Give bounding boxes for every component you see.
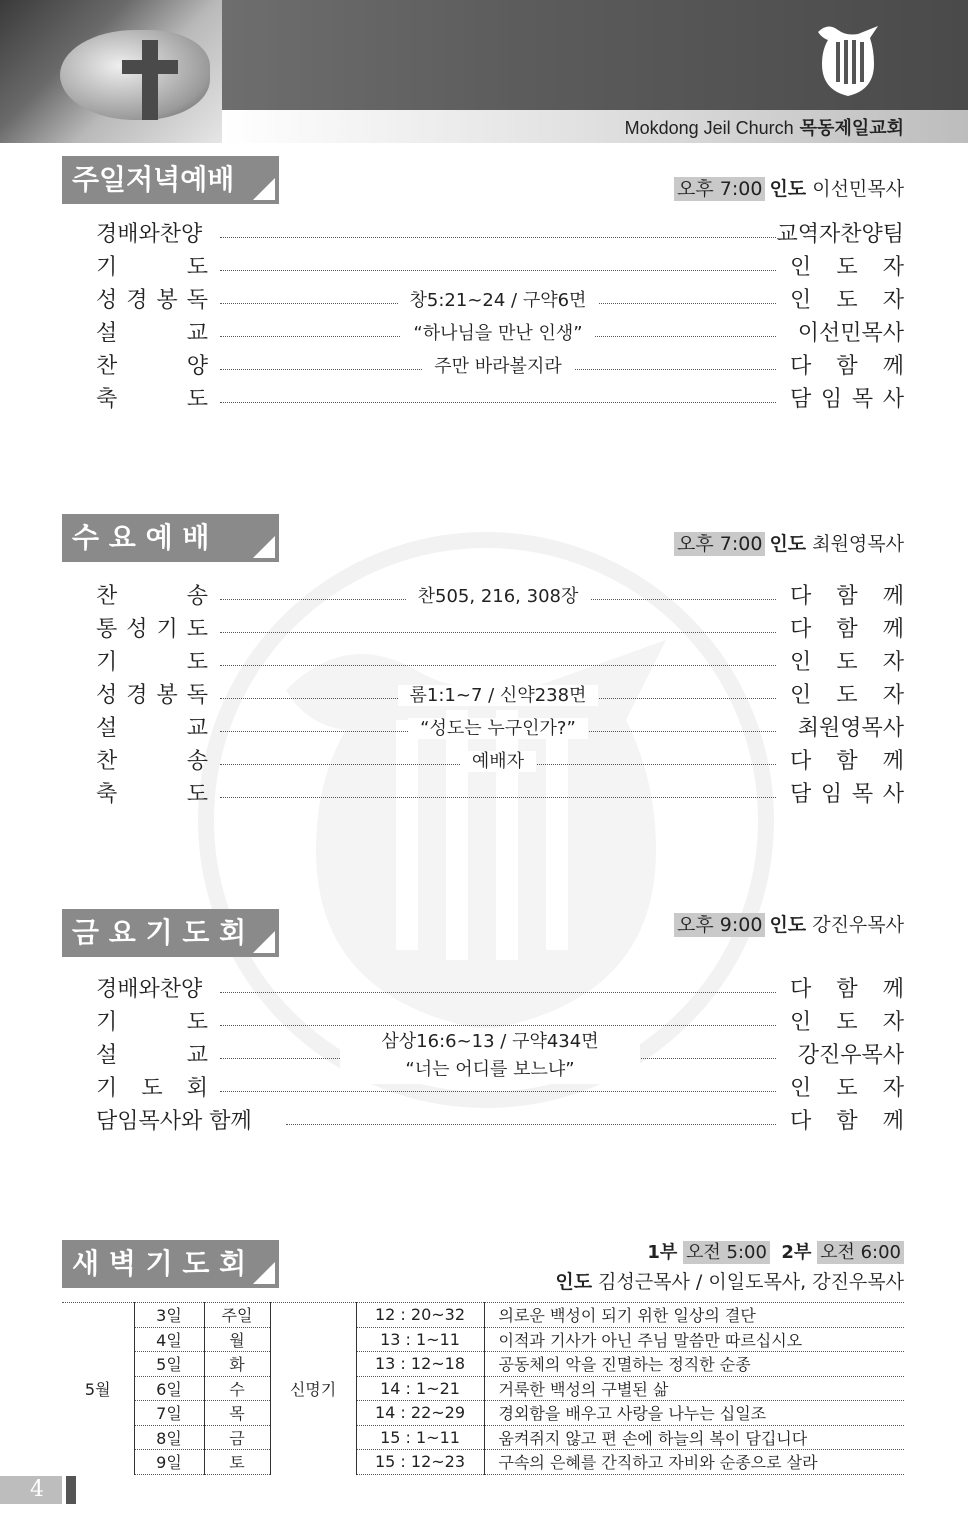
order-row (96, 780, 904, 810)
order-detail-text: 롬1:1~7 / 신약238면 (398, 685, 599, 706)
praying-hands-photo (0, 0, 222, 143)
order-row (96, 975, 904, 1005)
order-detail (220, 352, 776, 382)
order-label: 축 도 (96, 782, 208, 807)
dotted-leader (220, 797, 776, 798)
order-person: 인 도 자 (790, 288, 904, 313)
table-row (62, 1303, 904, 1328)
corner-mark-icon (253, 931, 275, 953)
time-badge: 오후 9:00 (674, 913, 765, 937)
table-row (62, 1352, 904, 1377)
order-label: 성 경 봉 독 (96, 683, 208, 708)
weekday-cell: 주일 (204, 1303, 270, 1328)
wednesday-title-text: 수 요 예 배 (72, 521, 210, 554)
day-cell: 4일 (134, 1327, 204, 1352)
order-row (96, 714, 904, 744)
friday-sermon-info (340, 1028, 640, 1084)
cross-icon (142, 40, 158, 120)
part2-label: 2부 (781, 1242, 812, 1263)
corner-mark-icon (253, 178, 275, 200)
day-cell: 5일 (134, 1352, 204, 1377)
theme-cell: 공동체의 악을 진멸하는 정직한 순종 (484, 1352, 904, 1377)
table-row (62, 1376, 904, 1401)
order-person: 인 도 자 (790, 683, 904, 708)
order-person: 인 도 자 (790, 255, 904, 280)
day-cell: 7일 (134, 1401, 204, 1426)
weekday-cell: 금 (204, 1425, 270, 1450)
order-row (96, 1107, 904, 1137)
church-name (625, 114, 904, 140)
order-detail-text: 예배자 (460, 751, 536, 772)
friday-sermon-title: “너는 어디를 보느냐” (405, 1059, 575, 1080)
order-person: 이선민목사 (797, 321, 904, 346)
verse-cell: 13 : 1~11 (356, 1327, 484, 1352)
order-person: 다 함 께 (790, 749, 904, 774)
order-label: 설 교 (96, 321, 208, 346)
order-detail (220, 681, 776, 711)
hands-shape (60, 30, 210, 120)
order-row (96, 286, 904, 316)
wednesday-meta (674, 529, 904, 556)
table-row (62, 1401, 904, 1426)
order-row (96, 615, 904, 645)
dotted-leader (220, 237, 776, 238)
friday-meta (674, 910, 904, 937)
order-person: 강진우목사 (797, 1043, 904, 1068)
verse-cell: 15 : 12~23 (356, 1450, 484, 1475)
weekday-cell: 수 (204, 1376, 270, 1401)
table-row (62, 1450, 904, 1475)
order-detail-text: 주만 바라볼지라 (422, 356, 573, 377)
order-detail (220, 582, 776, 612)
verse-cell: 15 : 1~11 (356, 1425, 484, 1450)
lead-label: 인도 (769, 533, 807, 555)
dawn-title-text: 새 벽 기 도 회 (72, 1247, 247, 1280)
dawn-times (647, 1238, 904, 1264)
theme-cell: 움켜쥐지 않고 편 손에 하늘의 복이 담깁니다 (484, 1425, 904, 1450)
dotted-leader (286, 1124, 776, 1125)
order-label: 기 도 (96, 650, 208, 675)
friday-title (62, 909, 279, 957)
order-person: 담 임 목 사 (790, 782, 904, 807)
dotted-leader (220, 270, 776, 271)
friday-scripture: 삼상16:6~13 / 구약434면 (381, 1031, 599, 1052)
dotted-leader (220, 402, 776, 403)
order-person: 다 함 께 (790, 617, 904, 642)
leader-name: 강진우목사 (812, 914, 904, 936)
dotted-leader (220, 665, 776, 666)
order-row (96, 582, 904, 612)
sunday-evening-title-text: 주일저녁예배 (72, 163, 235, 196)
corner-mark-icon (253, 536, 275, 558)
table-row (62, 1327, 904, 1352)
dawn-prayer-title (62, 1240, 279, 1288)
order-label: 통 성 기 도 (96, 617, 208, 642)
order-row (96, 253, 904, 283)
order-detail-text: “성도는 누구인가?” (408, 718, 588, 739)
order-row (96, 220, 904, 250)
order-row (96, 648, 904, 678)
weekday-cell: 월 (204, 1327, 270, 1352)
day-cell: 3일 (134, 1303, 204, 1328)
order-label: 성 경 봉 독 (96, 288, 208, 313)
cross-bar (122, 60, 178, 74)
verse-cell: 14 : 1~21 (356, 1376, 484, 1401)
month-cell: 5월 (62, 1303, 134, 1475)
weekday-cell: 토 (204, 1450, 270, 1475)
order-person: 최원영목사 (797, 716, 904, 741)
dotted-leader (220, 1091, 776, 1092)
order-person: 다 함 께 (790, 977, 904, 1002)
order-person: 교역자찬양팀 (776, 222, 904, 247)
order-label: 찬 송 (96, 584, 208, 609)
dawn-schedule-table (62, 1302, 904, 1475)
order-detail (220, 714, 776, 744)
time-badge: 오후 7:00 (674, 177, 765, 201)
weekday-cell: 목 (204, 1401, 270, 1426)
order-label: 찬 양 (96, 354, 208, 379)
page-header (0, 0, 968, 143)
dawn-leaders (555, 1267, 904, 1294)
order-row (96, 681, 904, 711)
theme-cell: 거룩한 백성의 구별된 삶 (484, 1376, 904, 1401)
theme-cell: 구속의 은혜를 간직하고 자비와 순종으로 살라 (484, 1450, 904, 1475)
order-row (96, 747, 904, 777)
church-name-en: Mokdong Jeil Church (624, 118, 794, 138)
order-label: 기 도 (96, 255, 208, 280)
lead-label: 인도 (769, 914, 807, 936)
page-number: 4 (30, 1477, 44, 1502)
verse-cell: 13 : 12~18 (356, 1352, 484, 1377)
time-badge: 오후 7:00 (674, 532, 765, 556)
order-detail (220, 286, 776, 316)
day-cell: 8일 (134, 1425, 204, 1450)
dotted-leader (220, 632, 776, 633)
wednesday-title (62, 514, 279, 562)
part1-label: 1부 (647, 1242, 678, 1263)
page-number-bar (66, 1476, 76, 1504)
leader-name: 최원영목사 (812, 533, 904, 555)
verse-cell: 14 : 22~29 (356, 1401, 484, 1426)
order-detail-text: “하나님을 만난 인생” (401, 323, 594, 344)
order-row (96, 352, 904, 382)
day-cell: 6일 (134, 1376, 204, 1401)
order-row (96, 319, 904, 349)
dotted-leader (220, 992, 776, 993)
verse-cell: 12 : 20~32 (356, 1303, 484, 1328)
corner-mark-icon (253, 1262, 275, 1284)
leader-names: 김성근목사 / 이일도목사, 강진우목사 (598, 1271, 904, 1293)
theme-cell: 의로운 백성이 되기 위한 일상의 결단 (484, 1303, 904, 1328)
part1-time: 오전 5:00 (683, 1241, 770, 1264)
theme-cell: 이적과 기사가 아닌 주님 말씀만 따르십시오 (484, 1327, 904, 1352)
order-label: 경배와찬양 (96, 222, 203, 247)
order-person: 담 임 목 사 (790, 387, 904, 412)
order-detail-text: 찬505, 216, 308장 (406, 586, 591, 607)
order-person: 인 도 자 (790, 1076, 904, 1101)
order-label: 설 교 (96, 1043, 208, 1068)
sunday-evening-meta (674, 174, 904, 201)
order-label: 경배와찬양 (96, 977, 203, 1002)
weekday-cell: 화 (204, 1352, 270, 1377)
order-label: 기 도 (96, 1010, 208, 1035)
order-row (96, 385, 904, 415)
order-label: 축 도 (96, 387, 208, 412)
order-label: 기 도 회 (96, 1076, 208, 1101)
lead-label: 인도 (769, 178, 807, 200)
order-person: 다 함 께 (790, 584, 904, 609)
order-label: 설 교 (96, 716, 208, 741)
church-name-ko: 목동제일교회 (799, 118, 904, 138)
dotted-leader (220, 1025, 776, 1026)
sunday-evening-title (62, 156, 279, 204)
order-label: 담임목사와 함께 (96, 1109, 252, 1134)
table-row (62, 1425, 904, 1450)
part2-time: 오전 6:00 (817, 1241, 904, 1264)
lead-label: 인도 (555, 1271, 593, 1293)
theme-cell: 경외함을 배우고 사랑을 나누는 십일조 (484, 1401, 904, 1426)
friday-title-text: 금 요 기 도 회 (72, 916, 247, 949)
order-person: 인 도 자 (790, 1010, 904, 1035)
order-detail (220, 319, 776, 349)
order-person: 다 함 께 (790, 354, 904, 379)
order-detail-text: 창5:21~24 / 구약6면 (398, 290, 599, 311)
order-label: 찬 송 (96, 749, 208, 774)
order-person: 인 도 자 (790, 650, 904, 675)
order-person: 다 함 께 (790, 1109, 904, 1134)
order-detail (220, 747, 776, 777)
book-cell: 신명기 (270, 1303, 356, 1475)
day-cell: 9일 (134, 1450, 204, 1475)
church-lyre-logo-icon (812, 20, 884, 100)
leader-name: 이선민목사 (812, 178, 904, 200)
